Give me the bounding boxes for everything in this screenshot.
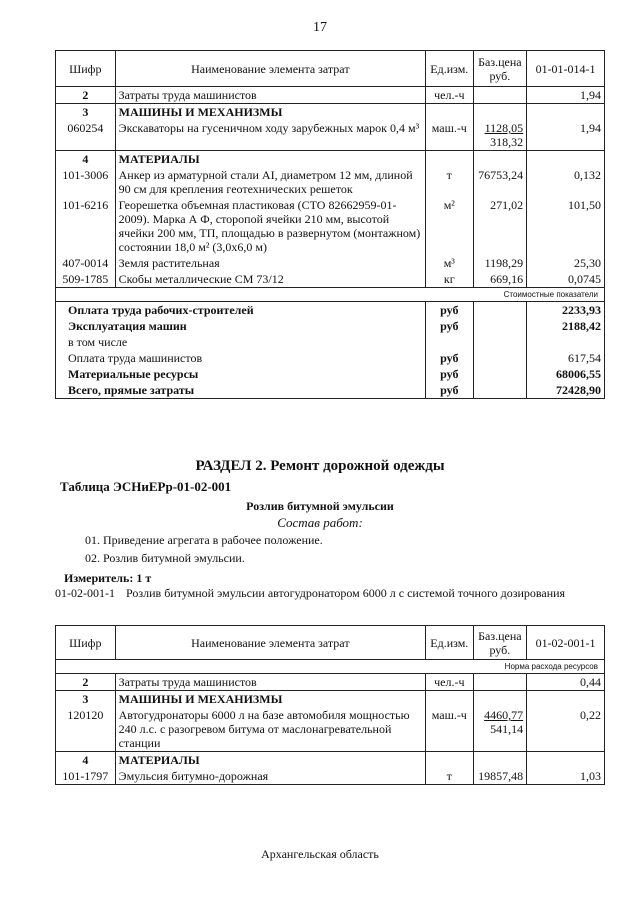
table-header — [56, 51, 605, 87]
cell-code: 2 — [56, 674, 116, 691]
summary-unit: руб — [426, 382, 474, 399]
cell-value — [527, 752, 605, 769]
table-body — [56, 674, 605, 785]
resource-table-2 — [55, 625, 605, 785]
group-row — [56, 104, 605, 121]
cell-value: 0,22 — [527, 707, 605, 752]
cell-name: Земля растительная — [115, 255, 425, 271]
cell-code: 4 — [56, 752, 116, 769]
summary-name: в том числе — [56, 334, 426, 350]
cell-value: 25,30 — [527, 255, 605, 271]
summary-row — [56, 382, 605, 399]
table-body — [56, 87, 605, 288]
cell-code: 120120 — [56, 707, 116, 752]
cell-value: 1,94 — [527, 120, 605, 151]
cell-code: 101-6216 — [56, 197, 116, 255]
cell-name: Анкер из арматурной стали AI, диаметром 12 мм, длиной 90 см для крепления геотехнических решеток — [115, 167, 425, 197]
summary-price — [473, 334, 527, 350]
cell-unit: т — [426, 167, 474, 197]
cell-name: МАТЕРИАЛЫ — [115, 151, 425, 168]
cell-price — [473, 691, 527, 708]
summary-value: 2188,42 — [527, 318, 605, 334]
group-row — [56, 691, 605, 708]
cell-name: Георешетка объемная пластиковая (СТО 82662959-01-2009). Марка А Ф, сторопой ячейки 210 мм, высотой ячейки 200 мм, ТП, площадью в развернутом (монтажном) состоянии 18,0 м² (3,0х6,0 м) — [115, 197, 425, 255]
work-item: 01. Приведение агрегата в рабочее положение. — [85, 533, 323, 547]
cell-unit: маш.-ч — [426, 120, 474, 151]
cell-unit: м³ — [426, 255, 474, 271]
col-code: Шифр — [56, 51, 116, 87]
cell-code: 101-1797 — [56, 768, 116, 785]
cell-value — [527, 691, 605, 708]
table-row — [56, 120, 605, 151]
cell-name: Экскаваторы на гусеничном ходу зарубежных марок 0,4 м³ — [115, 120, 425, 151]
price-total: 1128,05 — [484, 121, 524, 135]
cell-code: 4 — [56, 151, 116, 168]
cell-price: 271,02 — [473, 197, 527, 255]
cell-price — [473, 87, 527, 104]
summary-row — [56, 334, 605, 350]
table-row — [56, 271, 605, 288]
work-item: 02. Розлив битумной эмульсии. — [85, 551, 245, 565]
summary-value: 68006,55 — [527, 366, 605, 382]
cell-price: 669,16 — [473, 271, 527, 288]
cell-unit: чел.-ч — [426, 674, 474, 691]
cell-code: 101-3006 — [56, 167, 116, 197]
summary-price — [473, 382, 527, 399]
cell-code: 2 — [56, 87, 116, 104]
col-name: Наименование элемента затрат — [115, 626, 425, 660]
cell-name: Затраты труда машинистов — [115, 87, 425, 104]
col-norm-code: 01-02-001-1 — [527, 626, 605, 660]
section-title: РАЗДЕЛ 2. Ремонт дорожной одежды — [195, 458, 445, 474]
summary-name: Эксплуатация машин — [56, 318, 426, 334]
price-labor: 318,32 — [490, 135, 524, 149]
table-name: Розлив битумной эмульсии — [246, 499, 394, 513]
col-norm-code: 01-01-014-1 — [527, 51, 605, 87]
cell-unit: маш.-ч — [426, 707, 474, 752]
cell-unit — [426, 104, 474, 121]
cell-price — [473, 104, 527, 121]
cell-value: 101,50 — [527, 197, 605, 255]
cell-value — [527, 104, 605, 121]
cell-name: МАШИНЫ И МЕХАНИЗМЫ — [115, 104, 425, 121]
group-row — [56, 752, 605, 769]
cell-value: 0,44 — [527, 674, 605, 691]
cell-code: 3 — [56, 691, 116, 708]
cell-value: 0,132 — [527, 167, 605, 197]
cell-value: 0,0745 — [527, 271, 605, 288]
summary-value — [527, 334, 605, 350]
page-number: 17 — [313, 20, 327, 35]
summary-value: 72428,90 — [527, 382, 605, 399]
summary-price — [473, 302, 527, 319]
cell-unit: кг — [426, 271, 474, 288]
summary-row — [56, 318, 605, 334]
price-total: 4460,77 — [484, 708, 524, 722]
group-row — [56, 151, 605, 168]
indicators-label: Стоимостные показатели — [56, 288, 605, 302]
cell-name: Затраты труда машинистов — [115, 674, 425, 691]
summary-name: Оплата труда рабочих-строителей — [56, 302, 426, 319]
cell-price — [473, 674, 527, 691]
table-code: Таблица ЭСНиЕРр-01-02-001 — [60, 479, 232, 494]
cell-name: Эмульсия битумно-дорожная — [115, 768, 425, 785]
cell-code: 060254 — [56, 120, 116, 151]
summary-price — [473, 318, 527, 334]
cell-unit — [426, 151, 474, 168]
summary-unit — [426, 334, 474, 350]
summary-name: Всего, прямые затраты — [56, 382, 426, 399]
cell-unit: м² — [426, 197, 474, 255]
table-row — [56, 197, 605, 255]
cell-price — [473, 752, 527, 769]
table-row — [56, 768, 605, 785]
summary-unit: руб — [426, 318, 474, 334]
cell-price: 19857,48 — [473, 768, 527, 785]
cell-code: 407-0014 — [56, 255, 116, 271]
cell-price — [473, 151, 527, 168]
cell-code: 3 — [56, 104, 116, 121]
cell-value: 1,03 — [527, 768, 605, 785]
summary-unit: руб — [426, 350, 474, 366]
norm-label-row — [56, 660, 605, 674]
cell-price: 1198,29 — [473, 255, 527, 271]
footer-region: Архангельская область — [261, 847, 379, 861]
summary-body — [56, 302, 605, 399]
table-header — [56, 626, 605, 660]
price-labor: 541,14 — [490, 722, 524, 736]
summary-price — [473, 350, 527, 366]
cell-price: 76753,24 — [473, 167, 527, 197]
summary-row — [56, 366, 605, 382]
norm-label: Норма расхода ресурсов — [56, 660, 605, 674]
cell-name: Скобы металлические СМ 73/12 — [115, 271, 425, 288]
col-price-line1: Баз.цена — [478, 628, 522, 643]
table-row — [56, 674, 605, 691]
cell-name: Автогудронаторы 6000 л на базе автомобиля мощностью 240 л.с. с разогревом битума от маслонагревательной станции — [115, 707, 425, 752]
summary-unit: руб — [426, 366, 474, 382]
col-unit: Ед.изм. — [426, 51, 474, 87]
cell-code: 509-1785 — [56, 271, 116, 288]
col-price — [473, 51, 527, 87]
cell-value — [527, 151, 605, 168]
cell-unit: т — [426, 768, 474, 785]
table-row — [56, 167, 605, 197]
summary-value: 2233,93 — [527, 302, 605, 319]
table-row — [56, 87, 605, 104]
summary-price — [473, 366, 527, 382]
cell-price — [473, 707, 527, 752]
cell-unit — [426, 752, 474, 769]
summary-name: Материальные ресурсы — [56, 366, 426, 382]
col-price — [473, 626, 527, 660]
summary-row — [56, 350, 605, 366]
table-row — [56, 255, 605, 271]
col-name: Наименование элемента затрат — [115, 51, 425, 87]
cell-unit — [426, 691, 474, 708]
summary-name: Оплата труда машинистов — [56, 350, 426, 366]
works-heading: Состав работ: — [277, 515, 363, 530]
resource-table-1 — [55, 50, 605, 399]
col-price-line2: руб. — [489, 68, 511, 83]
cell-name: МАШИНЫ И МЕХАНИЗМЫ — [115, 691, 425, 708]
col-price-line2: руб. — [489, 642, 511, 657]
norm-text: Розлив битумной эмульсии автогудронатором 6000 л с системой точного дозирования — [126, 586, 566, 600]
col-unit: Ед.изм. — [426, 626, 474, 660]
col-code: Шифр — [56, 626, 116, 660]
cell-value: 1,94 — [527, 87, 605, 104]
measure: Измеритель: 1 т — [64, 571, 152, 585]
summary-row — [56, 302, 605, 319]
summary-value: 617,54 — [527, 350, 605, 366]
table-row — [56, 707, 605, 752]
indicators-row — [56, 288, 605, 302]
norm-code: 01-02-001-1 — [55, 586, 115, 600]
cell-unit: чел.-ч — [426, 87, 474, 104]
cell-price — [473, 120, 527, 151]
cell-name: МАТЕРИАЛЫ — [115, 752, 425, 769]
summary-unit: руб — [426, 302, 474, 319]
col-price-line1: Баз.цена — [478, 54, 522, 69]
